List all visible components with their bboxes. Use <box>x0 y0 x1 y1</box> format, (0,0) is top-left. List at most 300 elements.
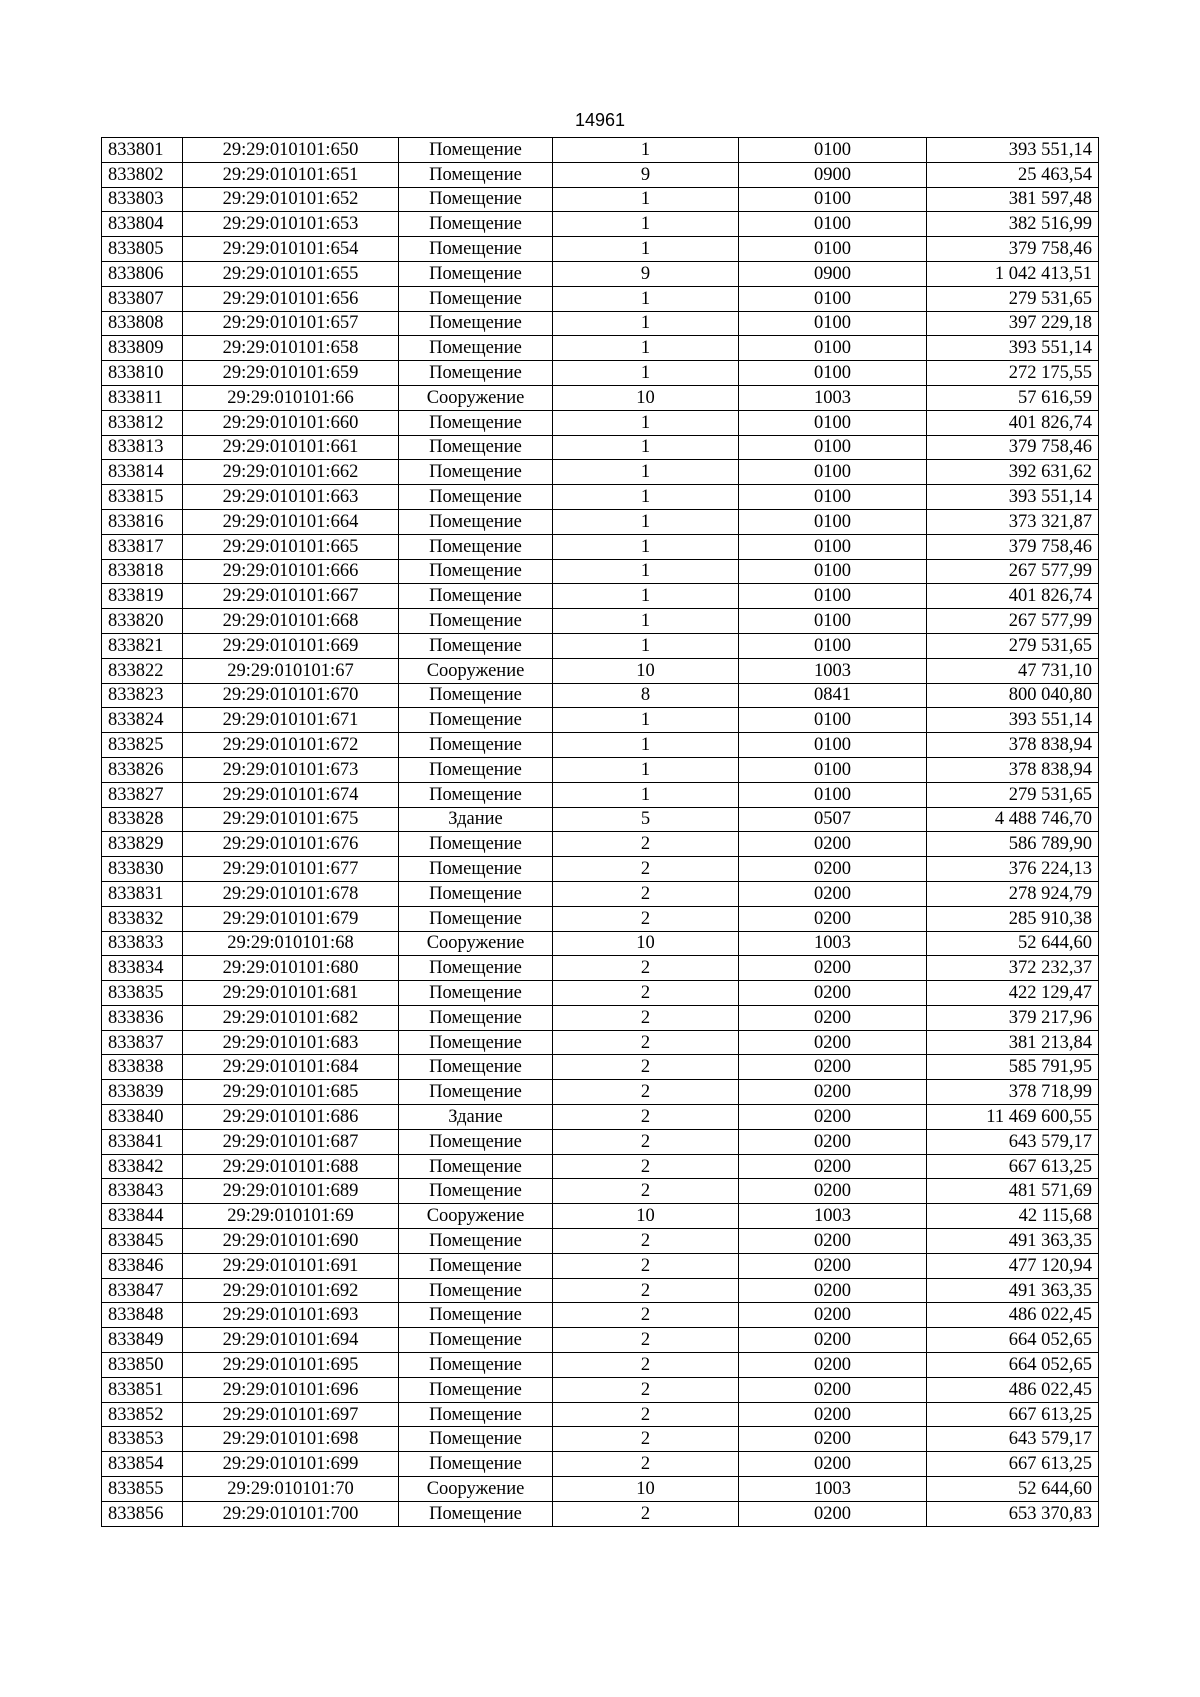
code-cell: 0100 <box>739 534 927 559</box>
row-number-cell: 833820 <box>102 609 183 634</box>
cadastral-number-cell: 29:29:010101:662 <box>183 460 399 485</box>
group-cell: 1 <box>553 460 739 485</box>
row-number-cell: 833829 <box>102 832 183 857</box>
row-number-cell: 833837 <box>102 1030 183 1055</box>
cadastral-value-cell: 397 229,18 <box>927 311 1099 336</box>
cadastral-value-cell: 401 826,74 <box>927 410 1099 435</box>
cadastral-value-cell: 393 551,14 <box>927 708 1099 733</box>
code-cell: 0200 <box>739 956 927 981</box>
cadastral-value-cell: 267 577,99 <box>927 609 1099 634</box>
cadastral-value-cell: 285 910,38 <box>927 906 1099 931</box>
cadastral-value-cell: 392 631,62 <box>927 460 1099 485</box>
group-cell: 2 <box>553 1055 739 1080</box>
group-cell: 2 <box>553 1402 739 1427</box>
group-cell: 2 <box>553 956 739 981</box>
object-type-cell: Помещение <box>399 881 553 906</box>
cadastral-number-cell: 29:29:010101:684 <box>183 1055 399 1080</box>
group-cell: 2 <box>553 1129 739 1154</box>
object-type-cell: Помещение <box>399 187 553 212</box>
cadastral-value-table <box>101 137 1099 1527</box>
row-number-cell: 833843 <box>102 1179 183 1204</box>
row-number-cell: 833840 <box>102 1105 183 1130</box>
cadastral-value-cell: 664 052,65 <box>927 1328 1099 1353</box>
cadastral-number-cell: 29:29:010101:695 <box>183 1353 399 1378</box>
cadastral-value-cell: 486 022,45 <box>927 1377 1099 1402</box>
object-type-cell: Помещение <box>399 782 553 807</box>
object-type-cell: Помещение <box>399 1452 553 1477</box>
cadastral-number-cell: 29:29:010101:697 <box>183 1402 399 1427</box>
group-cell: 2 <box>553 1377 739 1402</box>
cadastral-number-cell: 29:29:010101:689 <box>183 1179 399 1204</box>
code-cell: 0900 <box>739 261 927 286</box>
table-row <box>102 385 1099 410</box>
code-cell: 0200 <box>739 1154 927 1179</box>
cadastral-number-cell: 29:29:010101:698 <box>183 1427 399 1452</box>
cadastral-number-cell: 29:29:010101:678 <box>183 881 399 906</box>
table-row <box>102 906 1099 931</box>
code-cell: 1003 <box>739 385 927 410</box>
table-row <box>102 1253 1099 1278</box>
page-number: 14961 <box>574 110 626 130</box>
object-type-cell: Помещение <box>399 485 553 510</box>
cadastral-number-cell: 29:29:010101:690 <box>183 1229 399 1254</box>
cadastral-value-cell: 25 463,54 <box>927 162 1099 187</box>
group-cell: 10 <box>553 1204 739 1229</box>
cadastral-number-cell: 29:29:010101:669 <box>183 633 399 658</box>
table-row <box>102 336 1099 361</box>
code-cell: 0100 <box>739 633 927 658</box>
group-cell: 1 <box>553 361 739 386</box>
cadastral-value-cell: 379 758,46 <box>927 534 1099 559</box>
object-type-cell: Помещение <box>399 733 553 758</box>
row-number-cell: 833835 <box>102 981 183 1006</box>
group-cell: 2 <box>553 1080 739 1105</box>
row-number-cell: 833810 <box>102 361 183 386</box>
cadastral-value-cell: 653 370,83 <box>927 1501 1099 1526</box>
code-cell: 0200 <box>739 981 927 1006</box>
row-number-cell: 833807 <box>102 286 183 311</box>
cadastral-number-cell: 29:29:010101:664 <box>183 509 399 534</box>
row-number-cell: 833839 <box>102 1080 183 1105</box>
table-row <box>102 1427 1099 1452</box>
row-number-cell: 833853 <box>102 1427 183 1452</box>
table-row <box>102 361 1099 386</box>
cadastral-number-cell: 29:29:010101:682 <box>183 1005 399 1030</box>
code-cell: 0200 <box>739 1080 927 1105</box>
code-cell: 0100 <box>739 485 927 510</box>
cadastral-value-cell: 381 213,84 <box>927 1030 1099 1055</box>
code-cell: 0200 <box>739 857 927 882</box>
row-number-cell: 833846 <box>102 1253 183 1278</box>
row-number-cell: 833854 <box>102 1452 183 1477</box>
code-cell: 0100 <box>739 584 927 609</box>
code-cell: 0100 <box>739 361 927 386</box>
object-type-cell: Здание <box>399 807 553 832</box>
code-cell: 0100 <box>739 733 927 758</box>
table-row <box>102 509 1099 534</box>
cadastral-number-cell: 29:29:010101:694 <box>183 1328 399 1353</box>
row-number-cell: 833814 <box>102 460 183 485</box>
object-type-cell: Помещение <box>399 1353 553 1378</box>
group-cell: 2 <box>553 1278 739 1303</box>
object-type-cell: Помещение <box>399 261 553 286</box>
group-cell: 1 <box>553 534 739 559</box>
cadastral-number-cell: 29:29:010101:654 <box>183 237 399 262</box>
row-number-cell: 833816 <box>102 509 183 534</box>
cadastral-value-cell: 279 531,65 <box>927 782 1099 807</box>
cadastral-value-cell: 52 644,60 <box>927 1477 1099 1502</box>
table-row <box>102 881 1099 906</box>
cadastral-number-cell: 29:29:010101:657 <box>183 311 399 336</box>
group-cell: 1 <box>553 410 739 435</box>
code-cell: 0100 <box>739 782 927 807</box>
code-cell: 0200 <box>739 1278 927 1303</box>
code-cell: 0841 <box>739 683 927 708</box>
cadastral-value-cell: 586 789,90 <box>927 832 1099 857</box>
cadastral-value-cell: 379 758,46 <box>927 237 1099 262</box>
cadastral-number-cell: 29:29:010101:672 <box>183 733 399 758</box>
group-cell: 2 <box>553 1005 739 1030</box>
object-type-cell: Помещение <box>399 981 553 1006</box>
group-cell: 1 <box>553 336 739 361</box>
group-cell: 10 <box>553 658 739 683</box>
cadastral-number-cell: 29:29:010101:691 <box>183 1253 399 1278</box>
cadastral-number-cell: 29:29:010101:69 <box>183 1204 399 1229</box>
group-cell: 1 <box>553 757 739 782</box>
object-type-cell: Помещение <box>399 336 553 361</box>
cadastral-number-cell: 29:29:010101:67 <box>183 658 399 683</box>
group-cell: 1 <box>553 633 739 658</box>
group-cell: 10 <box>553 1477 739 1502</box>
table-row <box>102 1501 1099 1526</box>
cadastral-value-cell: 664 052,65 <box>927 1353 1099 1378</box>
row-number-cell: 833802 <box>102 162 183 187</box>
row-number-cell: 833815 <box>102 485 183 510</box>
code-cell: 0200 <box>739 1005 927 1030</box>
object-type-cell: Помещение <box>399 956 553 981</box>
group-cell: 2 <box>553 981 739 1006</box>
cadastral-value-cell: 4 488 746,70 <box>927 807 1099 832</box>
cadastral-value-cell: 393 551,14 <box>927 138 1099 163</box>
row-number-cell: 833823 <box>102 683 183 708</box>
table-row <box>102 1179 1099 1204</box>
object-type-cell: Помещение <box>399 1278 553 1303</box>
row-number-cell: 833845 <box>102 1229 183 1254</box>
cadastral-value-cell: 278 924,79 <box>927 881 1099 906</box>
cadastral-number-cell: 29:29:010101:656 <box>183 286 399 311</box>
group-cell: 2 <box>553 1030 739 1055</box>
cadastral-number-cell: 29:29:010101:70 <box>183 1477 399 1502</box>
code-cell: 0100 <box>739 757 927 782</box>
code-cell: 0200 <box>739 1303 927 1328</box>
object-type-cell: Помещение <box>399 534 553 559</box>
object-type-cell: Помещение <box>399 1253 553 1278</box>
table-row <box>102 1278 1099 1303</box>
row-number-cell: 833847 <box>102 1278 183 1303</box>
group-cell: 1 <box>553 559 739 584</box>
table-row <box>102 1105 1099 1130</box>
table-row <box>102 410 1099 435</box>
cadastral-value-cell: 42 115,68 <box>927 1204 1099 1229</box>
table-row <box>102 1129 1099 1154</box>
cadastral-number-cell: 29:29:010101:686 <box>183 1105 399 1130</box>
row-number-cell: 833833 <box>102 931 183 956</box>
object-type-cell: Помещение <box>399 1377 553 1402</box>
cadastral-value-cell: 378 838,94 <box>927 757 1099 782</box>
row-number-cell: 833848 <box>102 1303 183 1328</box>
cadastral-value-cell: 486 022,45 <box>927 1303 1099 1328</box>
table-row <box>102 609 1099 634</box>
group-cell: 1 <box>553 187 739 212</box>
object-type-cell: Помещение <box>399 559 553 584</box>
code-cell: 0100 <box>739 138 927 163</box>
group-cell: 2 <box>553 881 739 906</box>
cadastral-number-cell: 29:29:010101:66 <box>183 385 399 410</box>
cadastral-number-cell: 29:29:010101:688 <box>183 1154 399 1179</box>
cadastral-number-cell: 29:29:010101:661 <box>183 435 399 460</box>
table-row <box>102 1055 1099 1080</box>
group-cell: 2 <box>553 1179 739 1204</box>
cadastral-number-cell: 29:29:010101:677 <box>183 857 399 882</box>
object-type-cell: Помещение <box>399 435 553 460</box>
cadastral-number-cell: 29:29:010101:655 <box>183 261 399 286</box>
object-type-cell: Помещение <box>399 1229 553 1254</box>
cadastral-value-cell: 800 040,80 <box>927 683 1099 708</box>
group-cell: 1 <box>553 708 739 733</box>
cadastral-number-cell: 29:29:010101:700 <box>183 1501 399 1526</box>
object-type-cell: Помещение <box>399 708 553 733</box>
object-type-cell: Помещение <box>399 857 553 882</box>
code-cell: 0100 <box>739 336 927 361</box>
row-number-cell: 833828 <box>102 807 183 832</box>
table-row <box>102 162 1099 187</box>
group-cell: 1 <box>553 509 739 534</box>
group-cell: 1 <box>553 311 739 336</box>
row-number-cell: 833808 <box>102 311 183 336</box>
code-cell: 0200 <box>739 1427 927 1452</box>
row-number-cell: 833806 <box>102 261 183 286</box>
code-cell: 0200 <box>739 1328 927 1353</box>
cadastral-value-cell: 401 826,74 <box>927 584 1099 609</box>
cadastral-value-cell: 481 571,69 <box>927 1179 1099 1204</box>
code-cell: 0100 <box>739 187 927 212</box>
code-cell: 0100 <box>739 237 927 262</box>
cadastral-number-cell: 29:29:010101:650 <box>183 138 399 163</box>
cadastral-number-cell: 29:29:010101:692 <box>183 1278 399 1303</box>
row-number-cell: 833855 <box>102 1477 183 1502</box>
cadastral-number-cell: 29:29:010101:659 <box>183 361 399 386</box>
table-row <box>102 435 1099 460</box>
table-row <box>102 633 1099 658</box>
code-cell: 1003 <box>739 1204 927 1229</box>
group-cell: 1 <box>553 435 739 460</box>
cadastral-value-cell: 52 644,60 <box>927 931 1099 956</box>
group-cell: 8 <box>553 683 739 708</box>
cadastral-value-cell: 267 577,99 <box>927 559 1099 584</box>
table-row <box>102 261 1099 286</box>
table-row <box>102 782 1099 807</box>
cadastral-value-cell: 272 175,55 <box>927 361 1099 386</box>
cadastral-value-cell: 378 838,94 <box>927 733 1099 758</box>
table-row <box>102 485 1099 510</box>
group-cell: 1 <box>553 584 739 609</box>
group-cell: 1 <box>553 212 739 237</box>
object-type-cell: Помещение <box>399 162 553 187</box>
object-type-cell: Помещение <box>399 1005 553 1030</box>
table-row <box>102 1402 1099 1427</box>
code-cell: 0507 <box>739 807 927 832</box>
row-number-cell: 833824 <box>102 708 183 733</box>
code-cell: 0200 <box>739 1402 927 1427</box>
group-cell: 2 <box>553 1303 739 1328</box>
cadastral-value-cell: 643 579,17 <box>927 1129 1099 1154</box>
group-cell: 1 <box>553 138 739 163</box>
table-row <box>102 1477 1099 1502</box>
cadastral-value-cell: 491 363,35 <box>927 1278 1099 1303</box>
cadastral-value-cell: 279 531,65 <box>927 633 1099 658</box>
table-row <box>102 708 1099 733</box>
group-cell: 2 <box>553 1452 739 1477</box>
group-cell: 2 <box>553 1253 739 1278</box>
row-number-cell: 833851 <box>102 1377 183 1402</box>
object-type-cell: Помещение <box>399 410 553 435</box>
cadastral-value-cell: 378 718,99 <box>927 1080 1099 1105</box>
cadastral-number-cell: 29:29:010101:665 <box>183 534 399 559</box>
code-cell: 0200 <box>739 1129 927 1154</box>
code-cell: 0200 <box>739 1229 927 1254</box>
object-type-cell: Помещение <box>399 1501 553 1526</box>
cadastral-value-cell: 422 129,47 <box>927 981 1099 1006</box>
row-number-cell: 833836 <box>102 1005 183 1030</box>
object-type-cell: Помещение <box>399 1080 553 1105</box>
table-row <box>102 311 1099 336</box>
table-row <box>102 1005 1099 1030</box>
code-cell: 0200 <box>739 1452 927 1477</box>
cadastral-number-cell: 29:29:010101:658 <box>183 336 399 361</box>
cadastral-value-cell: 643 579,17 <box>927 1427 1099 1452</box>
row-number-cell: 833821 <box>102 633 183 658</box>
code-cell: 0200 <box>739 1377 927 1402</box>
row-number-cell: 833852 <box>102 1402 183 1427</box>
code-cell: 0100 <box>739 609 927 634</box>
cadastral-value-cell: 11 469 600,55 <box>927 1105 1099 1130</box>
object-type-cell: Помещение <box>399 1328 553 1353</box>
object-type-cell: Помещение <box>399 683 553 708</box>
object-type-cell: Помещение <box>399 1179 553 1204</box>
code-cell: 0100 <box>739 460 927 485</box>
row-number-cell: 833842 <box>102 1154 183 1179</box>
row-number-cell: 833856 <box>102 1501 183 1526</box>
cadastral-value-cell: 393 551,14 <box>927 485 1099 510</box>
group-cell: 2 <box>553 1501 739 1526</box>
table-row <box>102 1204 1099 1229</box>
table-row <box>102 1229 1099 1254</box>
cadastral-number-cell: 29:29:010101:674 <box>183 782 399 807</box>
group-cell: 1 <box>553 286 739 311</box>
group-cell: 1 <box>553 485 739 510</box>
table-row <box>102 534 1099 559</box>
table-row <box>102 1452 1099 1477</box>
cadastral-value-cell: 667 613,25 <box>927 1402 1099 1427</box>
table-row <box>102 212 1099 237</box>
object-type-cell: Помещение <box>399 584 553 609</box>
table-row <box>102 187 1099 212</box>
cadastral-value-cell: 47 731,10 <box>927 658 1099 683</box>
code-cell: 0200 <box>739 1055 927 1080</box>
table-row <box>102 1377 1099 1402</box>
group-cell: 1 <box>553 237 739 262</box>
table-row <box>102 1080 1099 1105</box>
code-cell: 0100 <box>739 435 927 460</box>
cadastral-number-cell: 29:29:010101:671 <box>183 708 399 733</box>
code-cell: 0100 <box>739 212 927 237</box>
object-type-cell: Помещение <box>399 832 553 857</box>
group-cell: 2 <box>553 1427 739 1452</box>
row-number-cell: 833805 <box>102 237 183 262</box>
group-cell: 2 <box>553 1105 739 1130</box>
cadastral-value-cell: 57 616,59 <box>927 385 1099 410</box>
group-cell: 1 <box>553 782 739 807</box>
object-type-cell: Сооружение <box>399 658 553 683</box>
row-number-cell: 833826 <box>102 757 183 782</box>
cadastral-number-cell: 29:29:010101:653 <box>183 212 399 237</box>
object-type-cell: Помещение <box>399 906 553 931</box>
code-cell: 0200 <box>739 1030 927 1055</box>
table-row <box>102 460 1099 485</box>
row-number-cell: 833817 <box>102 534 183 559</box>
table-row <box>102 138 1099 163</box>
code-cell: 0100 <box>739 311 927 336</box>
cadastral-value-cell: 667 613,25 <box>927 1154 1099 1179</box>
code-cell: 0200 <box>739 1253 927 1278</box>
row-number-cell: 833818 <box>102 559 183 584</box>
table-row <box>102 931 1099 956</box>
group-cell: 9 <box>553 162 739 187</box>
code-cell: 0100 <box>739 509 927 534</box>
group-cell: 2 <box>553 857 739 882</box>
group-cell: 10 <box>553 931 739 956</box>
object-type-cell: Помещение <box>399 1402 553 1427</box>
code-cell: 1003 <box>739 658 927 683</box>
code-cell: 0200 <box>739 832 927 857</box>
cadastral-value-cell: 477 120,94 <box>927 1253 1099 1278</box>
table-row <box>102 832 1099 857</box>
cadastral-value-cell: 491 363,35 <box>927 1229 1099 1254</box>
table-row <box>102 658 1099 683</box>
row-number-cell: 833812 <box>102 410 183 435</box>
table-row <box>102 1030 1099 1055</box>
object-type-cell: Сооружение <box>399 1477 553 1502</box>
row-number-cell: 833809 <box>102 336 183 361</box>
row-number-cell: 833831 <box>102 881 183 906</box>
code-cell: 1003 <box>739 931 927 956</box>
object-type-cell: Помещение <box>399 1030 553 1055</box>
cadastral-number-cell: 29:29:010101:683 <box>183 1030 399 1055</box>
cadastral-value-cell: 379 758,46 <box>927 435 1099 460</box>
table-row <box>102 1154 1099 1179</box>
object-type-cell: Помещение <box>399 1427 553 1452</box>
code-cell: 0100 <box>739 708 927 733</box>
row-number-cell: 833841 <box>102 1129 183 1154</box>
object-type-cell: Сооружение <box>399 1204 553 1229</box>
group-cell: 1 <box>553 733 739 758</box>
row-number-cell: 833822 <box>102 658 183 683</box>
cadastral-value-cell: 382 516,99 <box>927 212 1099 237</box>
cadastral-number-cell: 29:29:010101:675 <box>183 807 399 832</box>
row-number-cell: 833803 <box>102 187 183 212</box>
table-body <box>102 138 1099 1527</box>
cadastral-number-cell: 29:29:010101:670 <box>183 683 399 708</box>
